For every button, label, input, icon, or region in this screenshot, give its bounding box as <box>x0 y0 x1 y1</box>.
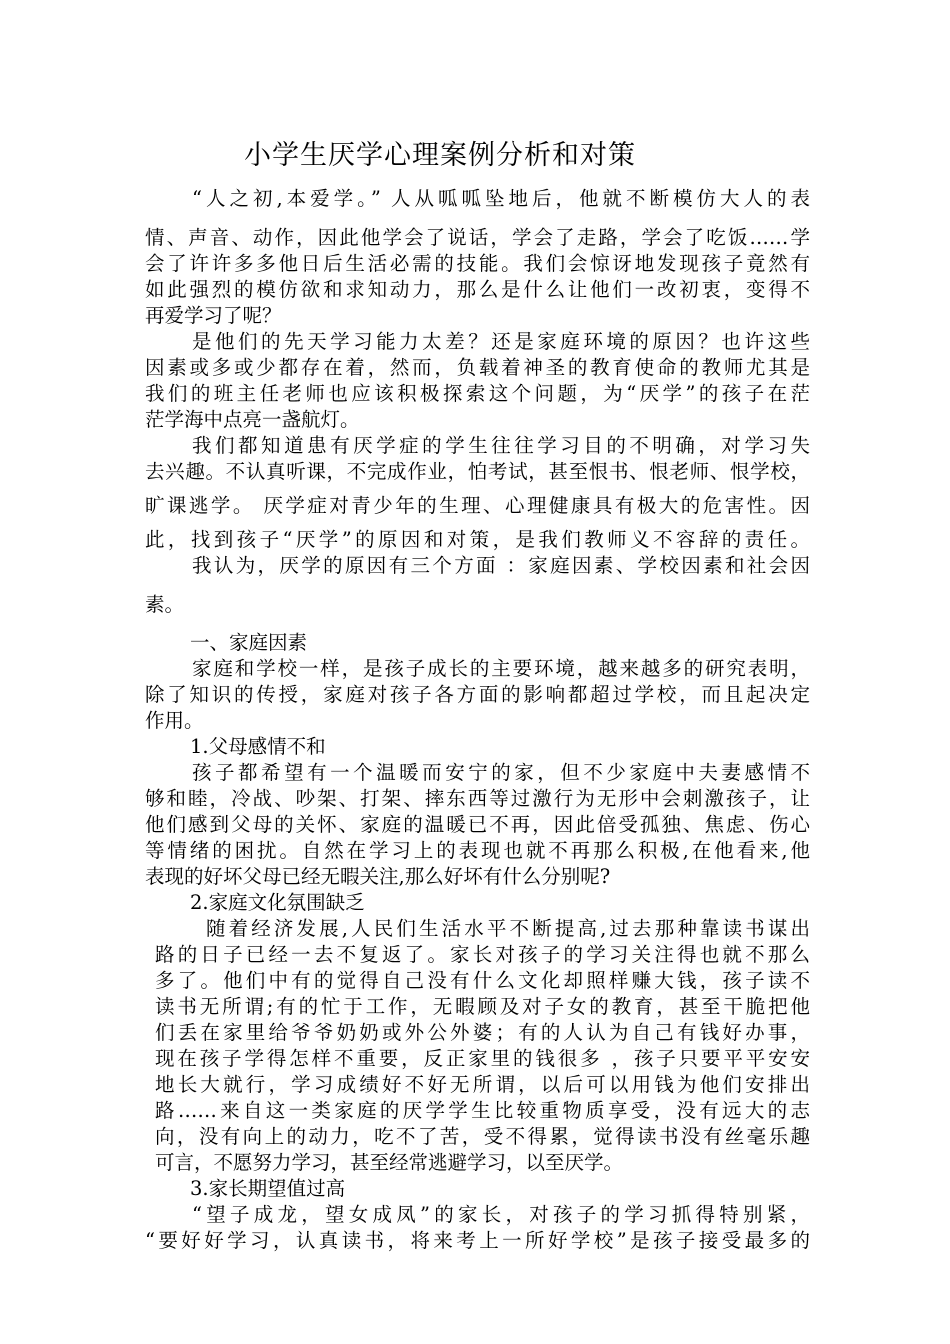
paragraph-line: 可言，不愿努力学习，甚至经常逃避学习，以至厌学。 <box>155 1151 624 1174</box>
paragraph-line: 读书无所谓;有的忙于工作，无暇顾及对子女的教育，甚至干脆把他 <box>155 995 810 1018</box>
paragraph-line: 再爱学习了呢？ <box>145 304 282 327</box>
subsection-heading: 3.家长期望值过高 <box>190 1177 346 1200</box>
paragraph-line: 多了。他们中有的觉得自己没有什么文化却照样赚大钱，孩子读不 <box>155 969 810 992</box>
paragraph-line: “望子成龙，望女成凤”的家长，对孩子的学习抓得特别紧， <box>192 1203 810 1226</box>
paragraph-line: 地长大就行，学习成绩好不好无所谓，以后可以用钱为他们安排出 <box>155 1073 810 1096</box>
paragraph-line: 现在孩子学得怎样不重要，反正家里的钱很多 ，孩子只要平平安安 <box>155 1047 810 1070</box>
paragraph-line: 作用。 <box>145 709 204 732</box>
paragraph-line: 我们都知道患有厌学症的学生往往学习目的不明确，对学习失 <box>192 434 810 457</box>
subsection-heading: 2.家庭文化氛围缺乏 <box>190 891 365 914</box>
paragraph-line: “人之初,本爱学。” 人从呱呱坠地后，他就不断模仿大人的表 <box>192 187 810 210</box>
paragraph-line: 家庭和学校一样，是孩子成长的主要环境，越来越多的研究表明， <box>192 657 810 680</box>
paragraph-line: 表现的好坏父母已经无暇关注,那么好坏有什么分别呢? <box>145 865 611 888</box>
paragraph-line: 旷课逃学。 厌学症对青少年的生理、心理健康具有极大的危害性。因 <box>145 494 810 517</box>
document-title: 小学生厌学心理案例分析和对策 <box>244 140 636 171</box>
paragraph-line: 去兴趣。不认真听课，不完成作业，怕考试，甚至恨书、恨老师、恨学校， <box>145 460 810 483</box>
paragraph-line: 孩子都希望有一个温暖而安宁的家，但不少家庭中夫妻感情不 <box>192 761 810 784</box>
paragraph-line: 随着经济发展,人民们生活水平不断提高,过去那种靠读书谋出 <box>206 917 810 940</box>
paragraph-line: 向，没有向上的动力，吃不了苦，受不得累，觉得读书没有丝毫乐趣 <box>155 1125 810 1148</box>
section-heading: 一、家庭因素 <box>190 631 308 654</box>
paragraph-line: 因素或多或少都存在着，然而，负载着神圣的教育使命的教师尤其是 <box>145 356 810 379</box>
paragraph-line: 茫学海中点亮一盏航灯。 <box>145 408 360 431</box>
paragraph-line: 除了知识的传授，家庭对孩子各方面的影响都超过学校，而且起决定 <box>145 683 810 706</box>
paragraph-line: 他们感到父母的关怀、家庭的温暖已不再，因此倍受孤独、焦虑、伤心 <box>145 813 810 836</box>
paragraph-line: 是他们的先天学习能力太差？还是家庭环境的原因？也许这些 <box>192 330 810 353</box>
paragraph-line: 路的日子已经一去不复返了。家长对孩子的学习关注得也就不那么 <box>155 943 810 966</box>
paragraph-line: 如此强烈的模仿欲和求知动力，那么是什么让他们一改初衷，变得不 <box>145 278 810 301</box>
paragraph-line: 素。 <box>145 593 185 616</box>
paragraph-line: 此，找到孩子“厌学”的原因和对策，是我们教师义不容辞的责任。 <box>145 528 810 551</box>
paragraph-line: 我们的班主任老师也应该积极探索这个问题，为“厌学”的孩子在茫 <box>145 382 810 405</box>
paragraph-line: 等情绪的困扰。自然在学习上的表现也就不再那么积极,在他看来,他 <box>145 839 810 862</box>
paragraph-line: 会了许许多多他日后生活必需的技能。我们会惊讶地发现孩子竟然有 <box>145 252 810 275</box>
paragraph-line: 们丢在家里给爷爷奶奶或外公外婆；有的人认为自己有钱好办事， <box>155 1021 810 1044</box>
subsection-heading: 1.父母感情不和 <box>190 735 326 758</box>
paragraph-line: “要好好学习，认真读书，将来考上一所好学校”是孩子接受最多的 <box>145 1229 810 1252</box>
paragraph-line: 够和睦，冷战、吵架、打架、摔东西等过激行为无形中会刺激孩子，让 <box>145 787 810 810</box>
paragraph-line: 情、声音、动作，因此他学会了说话，学会了走路，学会了吃饭……学 <box>145 226 810 249</box>
paragraph-line: 我认为，厌学的原因有三个方面 ：家庭因素、学校因素和社会因 <box>192 554 810 577</box>
paragraph-line: 路……来自这一类家庭的厌学学生比较重物质享受，没有远大的志 <box>155 1099 810 1122</box>
